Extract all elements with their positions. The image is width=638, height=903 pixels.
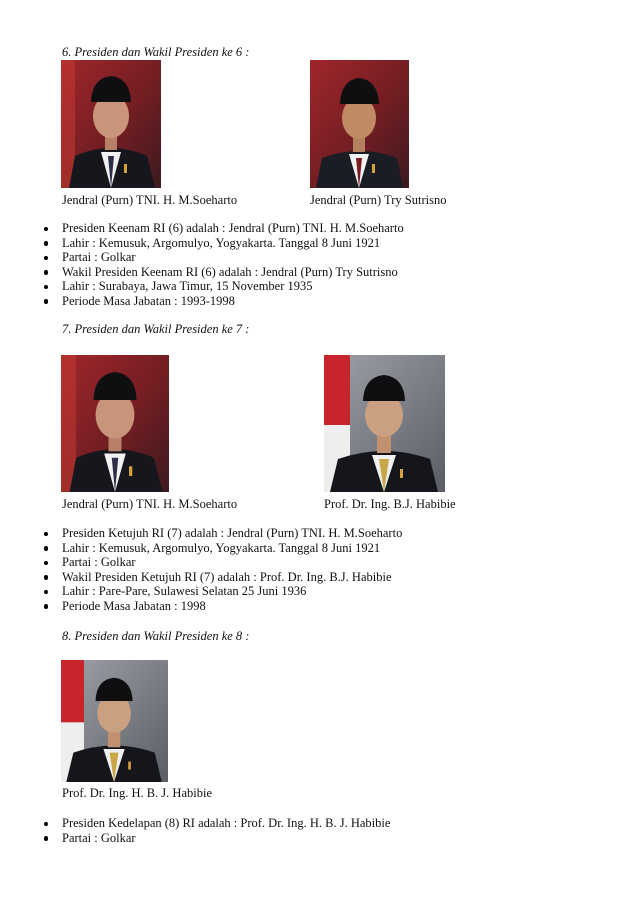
list-item: Wakil Presiden Ketujuh RI (7) adalah : Prof. Dr. Ing. B.J. Habibie [44,570,402,585]
caption-soeharto-6: Jendral (Purn) TNI. H. M.Soeharto [62,193,238,207]
soeharto-portrait [61,60,161,188]
caption-try-sutrisno: Jendral (Purn) Try Sutrisno [310,193,447,207]
list-item: Lahir : Kemusuk, Argomulyo, Yogyakarta. Tanggal 8 Juni 1921 [44,541,402,556]
section-8-heading: 8. Presiden dan Wakil Presiden ke 8 : [62,629,250,643]
list-item: Lahir : Kemusuk, Argomulyo, Yogyakarta. Tanggal 8 Juni 1921 [44,236,404,251]
caption-habibie-8: Prof. Dr. Ing. H. B. J. Habibie [62,786,212,800]
list-item: Lahir : Pare-Pare, Sulawesi Selatan 25 Juni 1936 [44,584,402,599]
habibie-portrait [324,355,445,492]
habibie-portrait [61,660,168,782]
caption-habibie-7: Prof. Dr. Ing. B.J. Habibie [324,497,456,511]
try-sutrisno-portrait [310,60,409,188]
section-6-heading: 6. Presiden dan Wakil Presiden ke 6 : [62,45,250,59]
list-item: Partai : Golkar [44,250,404,265]
section-6-list [44,221,404,309]
soeharto-portrait [61,355,169,492]
list-item: Wakil Presiden Keenam RI (6) adalah : Jendral (Purn) Try Sutrisno [44,265,404,280]
list-item: Presiden Ketujuh RI (7) adalah : Jendral (Purn) TNI. H. M.Soeharto [44,526,402,541]
list-item: Partai : Golkar [44,831,390,846]
list-item: Periode Masa Jabatan : 1998 [44,599,402,614]
list-item: Presiden Keenam RI (6) adalah : Jendral (Purn) TNI. H. M.Soeharto [44,221,404,236]
list-item: Periode Masa Jabatan : 1993-1998 [44,294,404,309]
section-7-heading: 7. Presiden dan Wakil Presiden ke 7 : [62,322,250,336]
caption-soeharto-7: Jendral (Purn) TNI. H. M.Soeharto [62,497,238,511]
list-item: Lahir : Surabaya, Jawa Timur, 15 November 1935 [44,279,404,294]
list-item: Partai : Golkar [44,555,402,570]
list-item: Presiden Kedelapan (8) RI adalah : Prof. Dr. Ing. H. B. J. Habibie [44,816,390,831]
section-7-list [44,526,402,614]
section-8-list [44,816,390,845]
